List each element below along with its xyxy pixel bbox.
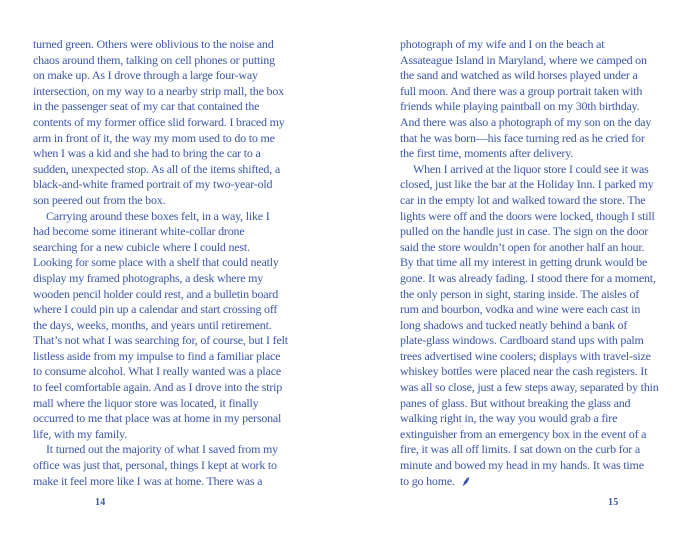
text-line: rum and bourbon, vodka and wine were each cast in xyxy=(400,302,641,317)
text-line: Carrying around these boxes felt, in a way, like I xyxy=(46,208,270,223)
text-line: black-and-white framed portrait of my two-year-old xyxy=(33,177,273,192)
text-line: arm in front of it, the way my mom used to do to me xyxy=(33,130,275,145)
text-line: trees advertised wine coolers; displays with travel-size xyxy=(400,348,651,363)
text-line: chaos around them, talking on cell phones or putting xyxy=(33,52,275,67)
text-line: And there was also a photograph of my son on the day xyxy=(400,114,652,129)
text-line: pulled on the handle just in case. The sign on the door xyxy=(400,224,649,239)
text-line: to go home. xyxy=(400,474,659,490)
page-left-text-column xyxy=(33,37,288,489)
page-right xyxy=(350,0,700,541)
text-line: full moon. And there was a group portrait taken with xyxy=(400,83,643,98)
text-line: display my framed photographs, a desk where my xyxy=(33,270,264,285)
text-line: make it feel more like I was at home. There was a xyxy=(33,473,263,488)
text-line: that he was born—his face turning red as he cried for xyxy=(400,130,645,145)
text-line: the only person in sight, staring inside. The aisles of xyxy=(400,286,640,301)
text-line: That’s not what I was searching for, of course, but I felt xyxy=(33,333,288,348)
text-line: the sand and watched as wild horses played under a xyxy=(400,68,638,83)
text-line: the days, weeks, months, and years until retirement. xyxy=(33,317,272,332)
text-line: Looking for some place with a shelf that could neatly xyxy=(33,255,279,270)
page-number-left: 14 xyxy=(95,497,106,508)
text-line: fire, it was all off limits. I sat down on the curb for a xyxy=(400,442,640,457)
text-line: car in the empty lot and walked toward the store. The xyxy=(400,192,646,207)
text-line: office was just that, personal, things I kept at work to xyxy=(33,458,277,473)
text-line: It turned out the majority of what I saved from my xyxy=(46,442,278,457)
text-line: lights were off and the doors were locked, though I still xyxy=(400,208,655,223)
text-line: to consume alcohol. What I really wanted was a place xyxy=(33,364,281,379)
text-line: to feel comfortable again. And as I drove into the strip xyxy=(33,380,283,395)
text-line: contents of my former office slid forward. I braced my xyxy=(33,114,285,129)
text-line: wooden pencil holder could rest, and a bulletin board xyxy=(33,286,278,301)
text-line: friends while playing paintball on my 30th birthday. xyxy=(400,99,640,114)
text-line: in the passenger seat of my car that contained the xyxy=(33,99,260,114)
text-line: By that time all my interest in getting drunk would be xyxy=(400,255,648,270)
text-line: extinguisher from an emergency box in the event of a xyxy=(400,426,647,441)
text-line: When I arrived at the liquor store I could see it was xyxy=(413,161,649,176)
text-line: listless aside from my impulse to find a familiar place xyxy=(33,348,281,363)
text-line: where I could pin up a calendar and start crossing off xyxy=(33,302,278,317)
text-line: turned green. Others were oblivious to the noise and xyxy=(33,37,274,51)
text-line: intersection, on my way to a nearby strip mall, the box xyxy=(33,83,284,98)
text-line: son peered out from the box. xyxy=(33,192,166,207)
text-line: plate-glass windows. Cardboard stand ups with palm xyxy=(400,333,644,348)
text-line: life, with my family. xyxy=(33,426,128,441)
text-line: had become some itinerant white-collar drone xyxy=(33,224,245,239)
text-line: minute and bowed my head in my hands. It was time xyxy=(400,458,644,473)
text-line: occurred to me that place was at home in my personal xyxy=(33,411,282,426)
text-line: walking right in, the way you would grab a fire xyxy=(400,411,618,426)
text-line: closed, just like the bar at the Holiday Inn. I parked my xyxy=(400,177,654,192)
text-line: said the store wouldn’t open for another half an hour. xyxy=(400,239,645,254)
text-line: when I was a kid and she had to bring the car to a xyxy=(33,146,261,161)
text-line: long shadows and tucked neatly behind a bank of xyxy=(400,317,628,332)
text-line: sudden, unexpected stop. As all of the items shifted, a xyxy=(33,161,280,176)
page-right-text-column xyxy=(400,37,659,489)
text-line: on make up. As I drove through a large four-way xyxy=(33,68,258,83)
text-line: whiskey bottles were placed near the cash registers. It xyxy=(400,364,648,379)
text-line: panes of glass. But without breaking the glass and xyxy=(400,395,631,410)
text-line: mall where the liquor store was located, it finally xyxy=(33,395,259,410)
leaf-fleuron-icon xyxy=(462,474,470,490)
page-number-right: 15 xyxy=(608,497,619,508)
text-line: searching for a new cubicle where I could nest. xyxy=(33,239,250,254)
text-line: gone. It was already fading. I stood there for a moment, xyxy=(400,270,656,285)
text-line: Assateague Island in Maryland, where we camped on xyxy=(400,52,647,67)
text-line: was all so close, just a few steps away, separated by thin xyxy=(400,380,659,395)
text-line: photograph of my wife and I on the beach at xyxy=(400,37,605,51)
text-line: the first time, moments after delivery. xyxy=(400,146,574,161)
